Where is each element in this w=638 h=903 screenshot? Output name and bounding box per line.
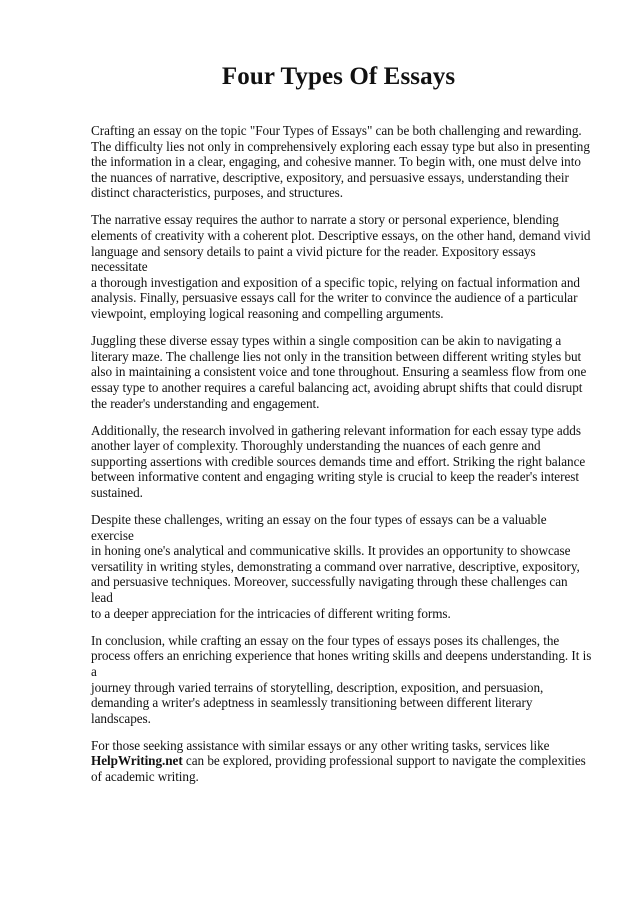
document-title: Four Types Of Essays: [221, 63, 456, 90]
closing-text-before: For those seeking assistance with similar essays or any other writing tasks, services like: [91, 737, 550, 753]
paragraph-research: Additionally, the research involved in gathering relevant information for each essay type adds another layer of complexity. Thoroughly understanding the nuances of each genre and supporting assertions with credible sources demands time and effort. Striking the right balance between informative content and engaging writing style is crucial to keep the reader's interest sustained.: [91, 422, 586, 500]
paragraph-closing: [91, 738, 592, 785]
paragraph-essay-types: The narrative essay requires the author to narrate a story or personal experience, blending elements of creativity with a coherent plot. Descriptive essays, on the other hand, demand vivid language and sensory details to paint a vivid picture for the reader. Expository essays necessitate a thorough investigation and exposition of a specific topic, relying on factual information and analysis. Finally, persuasive essays call for the writer to convince the audience of a particular viewpoint, employing logical reasoning and compelling arguments.: [91, 212, 591, 322]
closing-text-after: can be explored, providing professional support to navigate the complexities of academic writing.: [91, 753, 586, 784]
paragraph-despite: Despite these challenges, writing an essay on the four types of essays can be a valuable exercise in honing one's analytical and communicative skills. It provides an opportunity to showcase versatility in writing styles, demonstrating a command over narrative, descriptive, expository, and persuasive techniques. Moreover, successfully navigating through these challenges can lead to a deeper appreciation for the intricacies of different writing forms.: [91, 512, 580, 621]
paragraph-juggling: Juggling these diverse essay types within a single composition can be akin to navigating a literary maze. The challenge lies not only in the transition between different writing styles but also in maintaining a consistent voice and tone throughout. Ensuring a seamless flow from one essay type to another requires a careful balancing act, avoiding abrupt shifts that could disrupt the reader's understanding and engagement.: [91, 333, 587, 411]
paragraph-conclusion: In conclusion, while crafting an essay on the four types of essays poses its challenges, the process offers an enriching experience that hones writing skills and deepens understanding. It is a journey through varied terrains of storytelling, description, exposition, and persuasion, demanding a writer's adeptness in seamlessly transitioning between different literary landscapes.: [91, 632, 592, 726]
brand-name: HelpWriting.net: [91, 753, 183, 769]
paragraph-intro: Crafting an essay on the topic "Four Types of Essays" can be both challenging and rewarding. The difficulty lies not only in comprehensively exploring each essay type but also in presenting the information in a clear, engaging, and cohesive manner. To begin with, one must delve into the nuances of narrative, descriptive, expository, and persuasive essays, understanding their distinct characteristics, purposes, and structures.: [91, 123, 590, 201]
